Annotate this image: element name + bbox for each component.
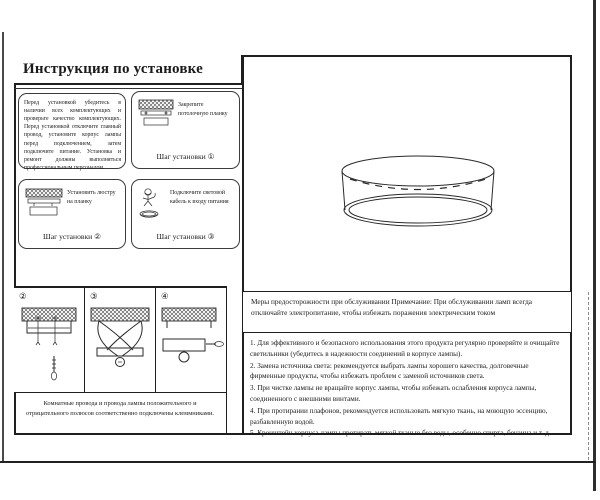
wires-cross-connection-diagram	[85, 298, 155, 393]
step-label: Шаг установки ①	[156, 152, 215, 161]
step-label: Шаг установки ②	[43, 232, 101, 241]
safety-item: 5. Кронштейн корпуса лампы протирать мягкой тканью без воды, особенно спирта, бензина и т. д.	[250, 429, 551, 438]
panel-body-screwdriver	[156, 288, 226, 392]
page-title: Инструкция по установке	[23, 60, 203, 77]
panel-bracket-screws	[14, 288, 85, 392]
drum-lamp-drawing	[333, 148, 503, 236]
step-box-2	[18, 179, 126, 249]
mounting-bracket-screws-diagram	[14, 298, 84, 393]
step-caption: Установить люстру на планку	[67, 190, 116, 205]
intro-warning-box	[18, 93, 126, 169]
safety-list	[242, 333, 572, 438]
lamp-body-screwdriver-diagram	[156, 298, 226, 393]
precautions-text: Меры предосторожности при обслуживании Примечание: При обслуживании ламп всегда отключайте электропитание, чтобы избежать поражения электрическим током	[251, 297, 533, 317]
step-label: Шаг установки ③	[156, 232, 215, 241]
scan-edge-left	[2, 32, 4, 462]
panel-number: ④	[161, 291, 169, 301]
panel-number: ②	[19, 291, 27, 301]
electrician-cable-diagram	[137, 187, 167, 221]
diagram-panels	[14, 286, 227, 393]
panel-number: ③	[90, 291, 98, 301]
lamp-on-plate-diagram	[24, 187, 64, 217]
wiring-note	[14, 393, 227, 435]
panel-wire-connection	[85, 288, 156, 392]
safety-item: 4. При протирании плафонов, рекомендуется использовать мягкую ткань, на моющую эссенцию, разбавленную водой.	[250, 406, 548, 426]
wiring-note-text: Комнатные провода и провода лампы положительного и отрицательного полюсов соответственно подключены клеммниками.	[26, 400, 214, 417]
step-box-3	[131, 179, 240, 249]
scan-edge-bottom	[0, 461, 596, 463]
precautions-box	[242, 291, 572, 333]
intro-text: Перед установкой убедитесь в наличии всех комплектующих и проверьте качество комплектующих. Перед установкой отключите главный провод, установите корпус лампы перед подключением, затем подключите питание. Установка и ремонт должны выполняться профессиональным персоналом.	[24, 100, 121, 171]
title-underline	[14, 88, 242, 89]
scan-edge-right	[593, 0, 596, 491]
safety-item: 1. Для эффективного и безопасного использования этого продукта регулярно проверяйте и очищайте светильники (убедитесь в надежности соединений в корпусе лампы).	[250, 339, 560, 358]
step-box-1	[131, 91, 240, 169]
safety-item: 3. При чистке лампы не вращайте корпус лампы, чтобы избежать ослабления корпуса лампы, соединенного с внешними винтами.	[250, 384, 537, 403]
title-cell	[14, 55, 243, 85]
step-caption: Подключите световой кабель к входу питания	[170, 190, 229, 205]
step-caption: Закрепите потолочную планку	[178, 102, 228, 117]
scan-fold-line	[588, 292, 589, 460]
safety-item: 2. Замена источника света: рекомендуется выбрать лампы хорошего качества, долговечные фирменные продукты, чтобы избежать проблем с заменой источников света.	[250, 361, 529, 381]
ceiling-plate-diagram	[137, 99, 175, 127]
